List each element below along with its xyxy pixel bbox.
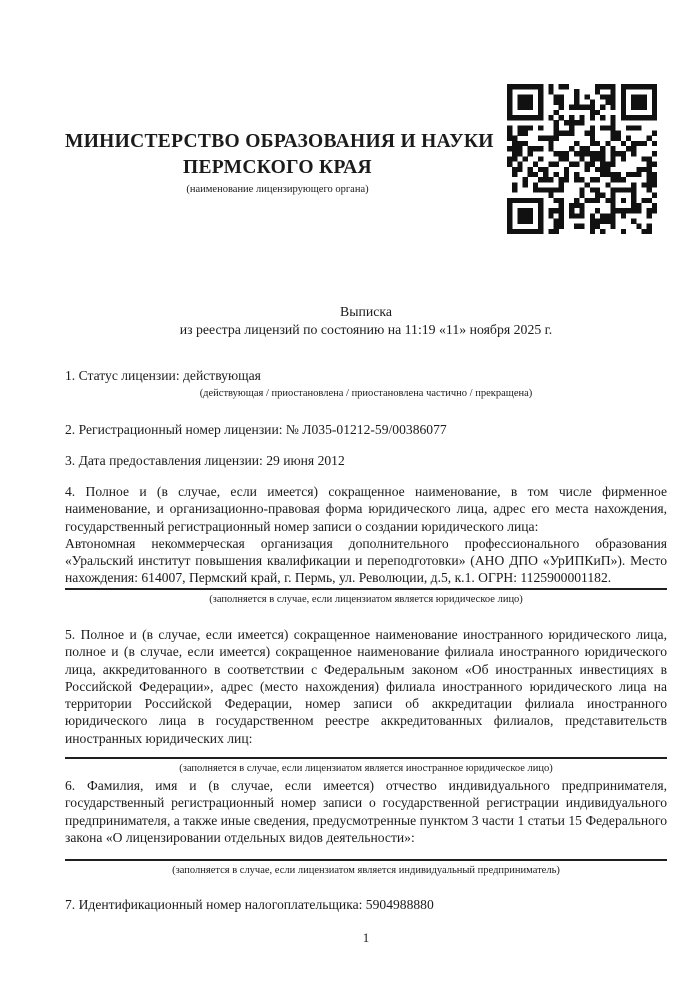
legal-entity-value: Автономная некоммерческая организация дополнительного профессионального образования «Уральский институт повышения квалификации и переподготовки» (АНО ДПО «УрИПКиП»). Место нахождения: 614007, Пермский край, г. Пермь, ул. Революции, д.5, к.1. ОГРН: 1125900001182. bbox=[65, 535, 667, 590]
foreign-entity-blank-line bbox=[65, 747, 667, 759]
section-license-grant-date bbox=[65, 452, 667, 469]
individual-entrepreneur-caption: (заполняется в случае, если лицензиатом является индивидуальный предприниматель) bbox=[172, 865, 560, 877]
registration-number-text: 2. Регистрационный номер лицензии: № Л035-01212-59/00386077 bbox=[65, 422, 447, 437]
license-status-caption: (действующая / приостановлена / приостановлена частично / прекращена) bbox=[199, 388, 533, 400]
ministry-name-caption: (наименование лицензирующего органа) bbox=[186, 184, 369, 195]
document-subtitle: из реестра лицензий по состоянию на 11:19 «11» ноября 2025 г. bbox=[179, 322, 553, 337]
qr-code-icon bbox=[507, 84, 657, 234]
section-registration-number bbox=[65, 421, 667, 438]
license-status-text: 1. Статус лицензии: действующая bbox=[65, 368, 261, 383]
legal-entity-statement: 4. Полное и (в случае, если имеется) сокращенное наименование, в том числе фирменное наименование, и организационно-правовая форма юридического лица, адрес его места нахождения, государственный регистрационный номер записи о создании юридического лица: bbox=[65, 484, 667, 534]
individual-entrepreneur-blank-line bbox=[65, 846, 667, 861]
section-legal-entity bbox=[65, 483, 667, 606]
ministry-name-line1: МИНИСТЕРСТВО ОБРАЗОВАНИЯ И НАУКИ bbox=[65, 131, 494, 152]
license-grant-date-text: 3. Дата предоставления лицензии: 29 июня 2012 bbox=[65, 453, 345, 468]
individual-entrepreneur-statement: 6. Фамилия, имя и (в случае, если имеется) отчество индивидуального предпринимателя, государственный регистрационный номер записи о государственной регистрации индивидуального предпринимателя, а также иные сведения, предусмотренные пунктом 3 части 1 статьи 15 Федерального закона «О лицензировании отдельных видов деятельности»: bbox=[65, 778, 667, 845]
foreign-entity-caption: (заполняется в случае, если лицензиатом является иностранное юридическое лицо) bbox=[179, 763, 553, 775]
document-title: Выписка bbox=[340, 304, 392, 319]
taxpayer-number-text: 7. Идентификационный номер налогоплательщика: 5904988880 bbox=[65, 897, 434, 912]
foreign-entity-statement: 5. Полное и (в случае, если имеется) сокращенное наименование иностранного юридического лица, полное и (в случае, если имеется) сокращенное наименование филиала иностранного юридического лица, аккредитованного в соответствии с Федеральным законом «Об иностранных инвестициях в Российской Федерации», адрес (место нахождения) филиала иностранного юридического лица на территории Российской Федерации, номер записи об аккредитации филиала иностранного юридического лица в государственном реестре аккредитованных филиалов, представительств иностранных юридических лиц: bbox=[65, 627, 667, 746]
section-individual-entrepreneur bbox=[65, 777, 667, 877]
document-title-block bbox=[65, 303, 667, 339]
legal-entity-caption: (заполняется в случае, если лицензиатом является юридическое лицо) bbox=[209, 593, 523, 605]
page-number: 1 bbox=[362, 930, 370, 945]
section-license-status bbox=[65, 367, 667, 400]
licensing-authority-block bbox=[65, 129, 494, 196]
ministry-name-line2: ПЕРМСКОГО КРАЯ bbox=[183, 157, 372, 178]
section-foreign-entity bbox=[65, 626, 667, 775]
section-taxpayer-number bbox=[65, 896, 667, 913]
